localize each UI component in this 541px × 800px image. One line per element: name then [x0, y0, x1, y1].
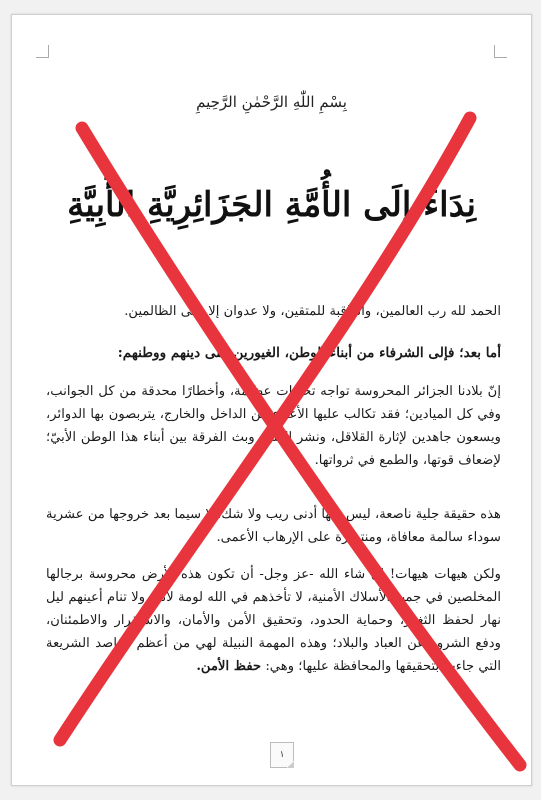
paragraph-security	[46, 563, 501, 678]
paragraph-security-text: ولكن هيهات هيهات! إن شاء الله -عز وجل- أن تكون هذه الأرض محروسة برجالها المخلصين في جميع الأسلاك الأمنية، لا تأخذهم في الله لومة لائم، ولا تنام أعينهم ليل نهار لحفظ الثغور، وحماية الحدود، وتحقيق الأمن والأمان، والاستقرار والاطمئنان، ودفع الشرور عن العباد والبلاد؛ وهذه المهمة النبيلة لهي من أعظم مقاصد الشريعة التي جاءت بتحقيقها والمحافظة عليها؛ وهي:	[46, 567, 501, 674]
page-number-badge: ١	[270, 742, 294, 768]
paragraph-opening: الحمد لله رب العالمين، والعاقبة للمتقين، ولا عدوان إلا على الظالمين.	[124, 304, 501, 319]
paragraph-fact: هذه حقيقة جلية ناصعة، ليس فيها أدنى ريب ولا شك، لا سيما بعد خروجها من عشرية سوداء سالمة معافاة، ومنتصرة على الإرهاب الأعمى.	[46, 507, 501, 545]
document-title: نِدَاءٌ إِلَى الأُمَّةِ الجَزَائِرِيَّةِ الأَبِيَّةِ	[67, 185, 476, 225]
crop-mark-top-left	[36, 45, 49, 58]
crop-mark-top-right	[494, 45, 507, 58]
document-page	[11, 14, 532, 786]
paragraph-security-emphasis: حفظ الأمن.	[196, 659, 262, 674]
paragraph-challenges: إنّ بلادنا الجزائر المحروسة تواجه تحديات عظيمة، وأخطارًا محدقة من كل الجوانب، وفي كل الميادين؛ فقد تكالب عليها الأعداء من الداخل والخارج، يتربصون بها الدوائر، ويسعون جاهدين لإثارة القلاقل، ونشر الفتن، وبث الفرقة بين أبناء هذا الوطن الأبيّ؛ لإضعاف قوتها، والطمع في ثرواتها.	[46, 384, 501, 468]
paragraph-address: أما بعد؛ فإلى الشرفاء من أبناء الوطن، الغيورين على دينهم ووطنهم:	[117, 345, 501, 361]
basmala-header: بِسْمِ اللّٰهِ الرَّحْمٰنِ الرَّحِيمِ	[196, 93, 347, 111]
